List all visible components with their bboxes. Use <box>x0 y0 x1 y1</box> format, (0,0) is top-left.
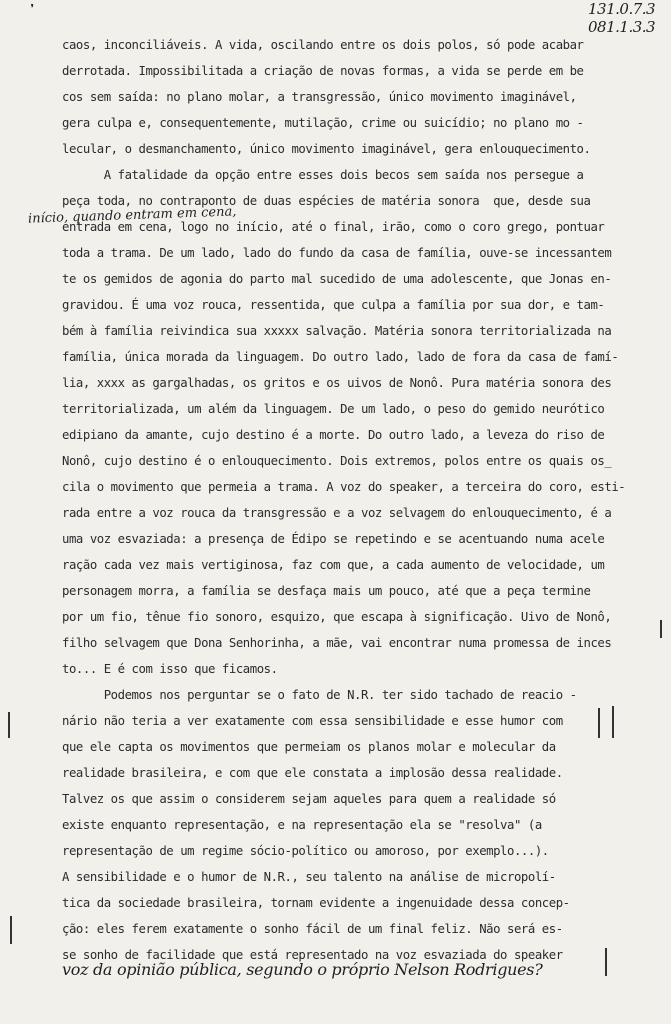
margin-bar-right <box>605 948 607 976</box>
archive-ref-1: 131.0.7.3 <box>588 0 656 18</box>
margin-bar-right <box>612 706 614 738</box>
text-line: que ele capta os movimentos que permeiam os planos molar e molecular da <box>62 740 556 754</box>
text-line: peça toda, no contraponto de duas espécies de matéria sonora que, desde sua <box>62 194 591 208</box>
text-line: rada entre a voz rouca da transgressão e a voz selvagem do enlouquecimento, é a <box>62 506 612 520</box>
text-line: ração cada vez mais vertiginosa, faz com que, a cada aumento de velocidade, um <box>62 558 605 572</box>
text-line: ção: eles ferem exatamente o sonho fácil de um final feliz. Não será es- <box>62 922 563 936</box>
text-line: se sonho de facilidade que está representado na voz esvaziada do speaker <box>62 948 563 962</box>
text-line: bém à família reivindica sua xxxxx salvação. Matéria sonora territorializada na <box>62 324 612 338</box>
text-line: caos, inconciliáveis. A vida, oscilando entre os dois polos, só pode acabar <box>62 38 584 52</box>
text-line: personagem morra, a família se desfaça mais um pouco, até que a peça termine <box>62 584 591 598</box>
text-line: te os gemidos de agonia do parto mal sucedido de uma adolescente, que Jonas en- <box>62 272 612 286</box>
ink-speck: ❜ <box>28 2 37 18</box>
text-line: existe enquanto representação, e na representação ela se "resolva" (a <box>62 818 542 832</box>
text-line: Talvez os que assim o considerem sejam aqueles para quem a realidade só <box>62 792 556 806</box>
archive-ref-2: 081.1.3.3 <box>588 18 656 36</box>
text-line: gravidou. É uma voz rouca, ressentida, que culpa a família por sua dor, e tam- <box>62 298 605 312</box>
text-line: entrada em cena, logo no início, até o final, irão, como o coro grego, pontuar <box>62 220 605 234</box>
text-line: gera culpa e, consequentemente, mutilação, crime ou suicídio; no plano mo - <box>62 116 584 130</box>
text-line: to... E é com isso que ficamos. <box>62 662 278 676</box>
text-line: toda a trama. De um lado, lado do fundo da casa de família, ouve-se incessantem <box>62 246 612 260</box>
text-line: filho selvagem que Dona Senhorinha, a mãe, vai encontrar numa promessa de inces <box>62 636 612 650</box>
text-line: Podemos nos perguntar se o fato de N.R. ter sido tachado de reacio - <box>62 688 577 702</box>
margin-bar-left <box>10 916 12 944</box>
text-line: realidade brasileira, e com que ele constata a implosão dessa realidade. <box>62 766 563 780</box>
text-line: família, única morada da linguagem. Do outro lado, lado de fora da casa de famí- <box>62 350 619 364</box>
text-line: lia, xxxx as gargalhadas, os gritos e os uivos de Nonô. Pura matéria sonora des <box>62 376 612 390</box>
margin-bar-right <box>598 708 600 738</box>
text-line: tica da sociedade brasileira, tornam evidente a ingenuidade dessa concep- <box>62 896 570 910</box>
text-line: por um fio, tênue fio sonoro, esquizo, que escapa à significação. Uivo de Nonô, <box>62 610 612 624</box>
handwritten-insertion: início, quando entram em cena, <box>27 204 237 227</box>
margin-bar-left <box>8 712 10 738</box>
text-line: derrotada. Impossibilitada a criação de novas formas, a vida se perde em be <box>62 64 584 78</box>
text-line: A fatalidade da opção entre esses dois becos sem saída nos persegue a <box>62 168 584 182</box>
text-line: Nonô, cujo destino é o enlouquecimento. Dois extremos, polos entre os quais os_ <box>62 454 612 468</box>
text-line: A sensibilidade e o humor de N.R., seu talento na análise de micropolí- <box>62 870 556 884</box>
text-line: representação de um regime sócio-político ou amoroso, por exemplo...). <box>62 844 549 858</box>
text-line: cila o movimento que permeia a trama. A voz do speaker, a terceira do coro, esti- <box>62 480 626 494</box>
text-line: edipiano da amante, cujo destino é a morte. Do outro lado, a leveza do riso de <box>62 428 605 442</box>
text-line: nário não teria a ver exatamente com essa sensibilidade e esse humor com <box>62 714 563 728</box>
text-line: uma voz esvaziada: a presença de Édipo se repetindo e se acentuando numa acele <box>62 532 605 546</box>
margin-bar-right <box>660 620 662 638</box>
text-line: territorializada, um além da linguagem. De um lado, o peso do gemido neurótico <box>62 402 605 416</box>
handwritten-bottom-note: voz da opinião pública, segundo o próprio Nelson Rodrigues? <box>62 960 543 979</box>
text-line: lecular, o desmanchamento, único movimento imaginável, gera enlouquecimento. <box>62 142 591 156</box>
text-line: cos sem saída: no plano molar, a transgressão, único movimento imaginável, <box>62 90 577 104</box>
